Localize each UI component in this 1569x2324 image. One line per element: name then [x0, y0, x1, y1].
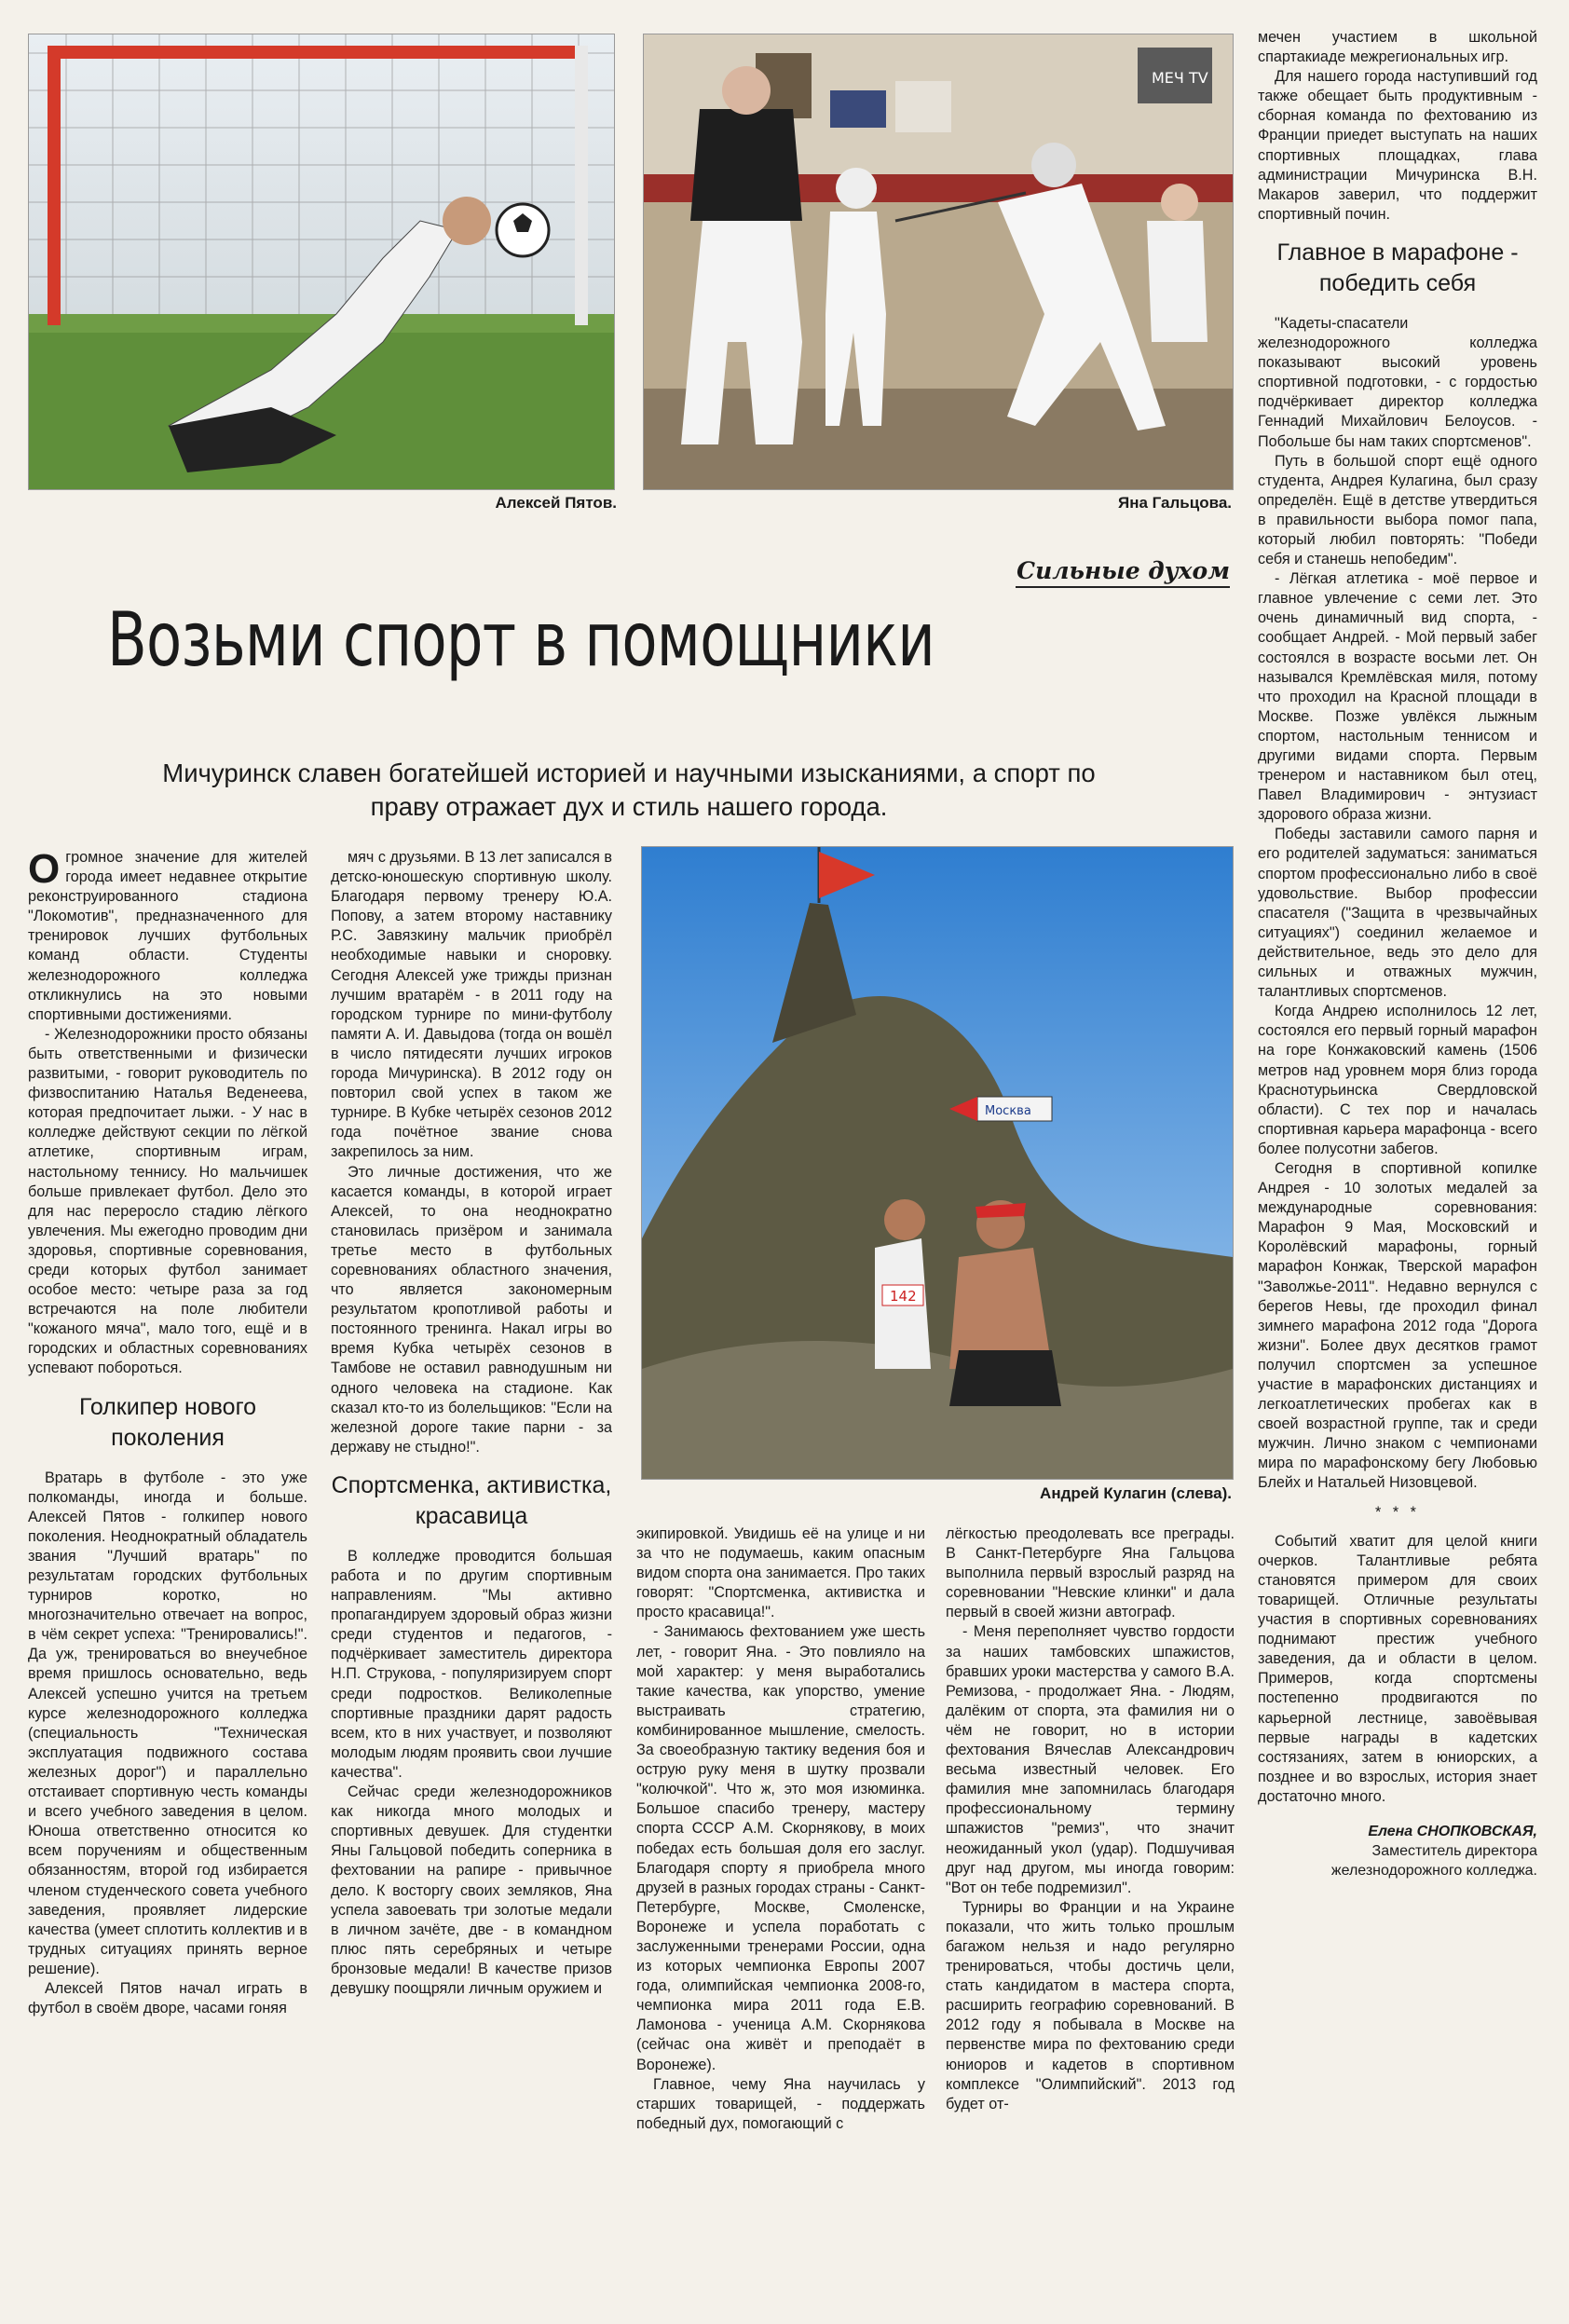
paragraph: - Железнодорожники просто обязаны быть ответственными и физически развитыми, - говорит руководитель по физвоспитанию Наталья Веденеева, которая предпочитает лыжи. - У нас в колледже действуют секции по лёгкой атлетике, спортивным играм, настольному теннису. Но мальчишек больше привлекает футбол. Дело это для нас переросло стадию лёгкого увлечения. Мы ежегодно проводим дни здоровья, спортивные соревнования, среди которых футбол занимает особое место: четыре раза за год встречаются на поле любители "кожаного мяча", мало того, ещё и в городских и областных соревнованиях успевают побороться.: [28, 1025, 307, 1377]
author-role: Заместитель директора железнодорожного колледжа.: [1330, 1842, 1537, 1879]
paragraph: мечен участием в школьной спартакиаде межрегиональных игр.: [1258, 29, 1537, 66]
goalkeeper-photo: [28, 34, 615, 490]
paragraph: Вратарь в футболе - это уже полкоманды, иногда и больше. Алексей Пятов - голкипер нового поколения. Неоднократный обладатель звания "Лучший вратарь" по результатам городских футбольных турниров коротко, но многозначительно отвечает на вопрос, в чём секрет успеха: "Тренировались!". Да уж, тренироваться во внеучебное время пришлось основательно, ведь Алексей успешно учится на третьем курсе железнодорожного колледжа (специальность "Техническая эксплуатация подвижного состава железных дорог") и параллельно отстаивает спортивную честь команды и всего учебного заведения в целом. Юноша ответственно относится ко всем поручениям и общественным обязанностям, второй год избирается членом студенческого совета учебного заведения, проявляет лидерские качества (умеет сплотить коллектив и в трудных ситуациях принять верное решение).: [28, 1469, 307, 1977]
paragraph: Победы заставили самого парня и его родителей задуматься: заниматься спортом профессионально либо в своё удовольствие. Выбор профессии спасателя ("Защита в чрезвычайных ситуациях") соединил желаемое и действительное, ведь это дело для сильных и отважных мужчин, талантливых спортсменов.: [1258, 826, 1537, 1001]
paragraph: - Занимаюсь фехтованием уже шесть лет, - говорит Яна. - Это повлияло на мой характер: у меня выработались такие качества, как упорство, умение выстраивать стратегию, комбинированное мышление, смелость. За своеобразную тактику ведения боя и острую руку меня в шутку прозвали "колючкой". Что ж, это моя изюминка. Большое спасибо тренеру, мастеру спорта СССР А.М. Скорнякову, в моих победах есть большая доля его заслуг. Благодаря спорту я приобрела много друзей в разных городах страны - Санкт-Петербурге, Москве, Смоленске, Воронеже и успела поработать с заслуженными тренерами России, одна из которых чемпионка Европы 2007 года, олимпийская чемпионка 2008-го, чемпионка мира 2011 года Е.В. Ламонова - ученица А.М. Скорнякова (сейчас она живёт и преподаёт в Воронеже).: [636, 1623, 925, 2073]
signpost-text: Москва: [985, 1104, 1031, 1118]
paragraph: Когда Андрею исполнилось 12 лет, состоялся его первый горный марафон на горе Конжаковский камень (1506 метров над уровнем моря близ города Краснотурьинска Свердловской области). С тех пор и началась спортивная карьера марафонца - всего более полусотни забегов.: [1258, 1003, 1537, 1157]
intro-paragraph: Огромное значение для жителей города имеет недавнее открытие реконструированного стадиона "Локомотив", предназначенного для тренировок лучших футбольных команд области. Студенты железнодорожного колледжа откликнулись на это новыми спортивными достижениями.: [28, 846, 307, 1023]
paragraph: Сейчас среди железнодорожников как никогда много молодых и спортивных девушек. Для студентки Яны Гальцовой победить соперника в фехтовании на рапире - привычное дело. К восторгу своих земляков, Яна успела завоевать три золотые медали в личном зачёте, две - в командном плюс пять серебряных и четыре бронзовые медали! В качестве призов девушку поощряли личным оружием и: [331, 1784, 612, 1997]
article-column-5: [1258, 28, 1537, 1880]
paragraph: - Лёгкая атлетика - моё первое и главное увлечение с семи лет. Это очень динамичный вид спорта, - сообщает Андрей. - Мой первый забег состоялся в возрасте восьми лет. Он назывался Кремлёвская миля, потому что проходил на Красной площади в Москве. Позже увлёкся лыжным спортом, настольным теннисом и другими видами спорта. Первым тренером и наставником был отец, Павел Владимирович - энтузиаст здорового образа жизни.: [1258, 570, 1537, 824]
section-rubric: Сильные духом: [1016, 557, 1230, 588]
paragraph: мяч с друзьями. В 13 лет записался в детско-юношескую спортивную школу. Благодаря первому тренеру Ю.А. Попову, а затем второму наставнику Р.С. Завязкину мальчик приобрёл необходимые навыки и сноровку. Сегодня Алексей уже трижды признан лучшим вратарём - в 2011 году на городском турнире по мини-футболу памяти А. И. Давыдова (тогда он вошёл в число пятидесяти лучших игроков города Мичуринска). В 2012 году он повторил свой успех в таком же турнире. В Кубке четырёх сезонов 2012 года почётное звание снова закрепилось за ним.: [331, 849, 612, 1161]
paragraph: - Меня переполняет чувство гордости за наших тамбовских шпажистов, бравших уроки мастерства у самого В.А. Ремизова, - продолжает Яна. - Людям, далёким от спорта, эта фамилия ни о чём не говорит, но в истории фехтования Вячеслав Александрович весьма известный человек. Его фамилия мне запомнилась благодаря профессиональному термину шпажистов "ремиз", что значит неожиданный укол (удар). Подшучивая друг над другом, мы иногда говорим: "Вот он тебе подремизил".: [946, 1623, 1235, 1896]
fencing-photo: [643, 34, 1234, 490]
poster-text: МЕЧ TV: [1152, 69, 1208, 87]
goalkeeper-caption: Алексей Пятов.: [495, 494, 617, 512]
article-column-3: [636, 1524, 925, 2134]
author-name: Елена СНОПКОВСКАЯ,: [1368, 1823, 1537, 1839]
paragraph: В колледже проводится большая работа и по другим спортивным направлениям. "Мы активно пропагандируем здоровый образ жизни среди студентов и педагогов, - подчёркивает заместитель директора Н.П. Струкова, - популяризируем спорт среди подростков. Великолепные спортивные праздники дарят радость всем, кто в них участвует, и позволяют молодым людям проявить свои лучшие качества".: [331, 1547, 612, 1781]
fencing-illustration: [644, 34, 1233, 489]
paragraph: экипировкой. Увидишь её на улице и ни за что не подумаешь, каким опасным видом спорта она занимается. Про таких говорят: "Спортсменка, активистка и просто красавица!".: [636, 1525, 925, 1621]
article-title: Возьми спорт в помощники: [107, 596, 935, 683]
paragraph: "Кадеты-спасатели железнодорожного колледжа показывают высокий уровень спортивной подготовки, - с гордостью подчёркивает директор колледжа Геннадий Михайлович Белоусов. - Побольше бы нам таких спортсменов".: [1258, 314, 1537, 450]
paragraph: Событий хватит для целой книги очерков. Талантливые ребята становятся примером для своих товарищей. Отличные результаты участия в спортивных соревнованиях поднимают престиж учебного заведения, да и области в целом. Примеров, когда спортсмены постепенно продвигаются по карьерной лестнице, завоёвывая первые награды в кадетских состязаниях, затем в юниорских, а позднее и во взрослых, история знает достаточно много.: [1258, 1532, 1537, 1805]
subheading-goalkeeper: Голкипер нового поколения: [78, 1393, 257, 1451]
paragraph: Это личные достижения, что же касается команды, в которой играет Алексей, то она неоднократно становилась призёром и занимала третье место в футбольных соревнованиях областного значения, что является закономерным результатом кропотливой работы и постоянного тренинга. Накал игры во время Кубка четырёх сезонов в Тамбове не оставил равнодушным ни одного человека на стадионе. Как сказал кто-то из болельщиков: "Если на железной дороге такие парни - за державу не стыдно!".: [331, 1163, 612, 1456]
section-divider-stars: * * *: [1375, 1503, 1420, 1521]
goalkeeper-illustration: [29, 34, 614, 489]
paragraph: Сегодня в спортивной копилке Андрея - 10 золотых медалей за международные соревнования: Марафон 9 Мая, Московский и Королёвский марафоны, горный марафон Конжак, Тверской марафон "Заволжье-2011". Недавно вернулся с берегов Невы, где проходил финал зимнего марафона 2012 года "Дорога жизни". Более двух десятков грамот получил спортсмен за успешное участие в марафонских дистанциях и легкоатлетических пробегах как в своей возрастной группе, так и среди мужчин. Лично знаком с чемпионами мира по марафонскому бегу Любовью Блейх и Натальей Низовцевой.: [1258, 1159, 1537, 1492]
fencing-caption: Яна Гальцова.: [1117, 494, 1232, 512]
paragraph: Турниры во Франции и на Украине показали, что жить только прошлым багажом нельзя и надо регулярно тренироваться, чтобы достичь цели, стать кандидатом в мастера спорта, расширить географию соревнований. В 2012 году я побывала в Москве на первенстве мира по фехтованию среди юниоров и кадетов в спортивном комплексе "Олимпийский". 2013 год будет от-: [946, 1898, 1235, 2112]
paragraph: Путь в большой спорт ещё одного студента, Андрея Кулагина, был сразу определён. Ещё в детстве утвердиться в правильности выбора помог папа, который любил повторять: "Победи себя и станешь непобедим".: [1258, 452, 1537, 568]
mountain-caption: Андрей Кулагин (слева).: [1040, 1484, 1232, 1502]
subheading-sportswoman: Спортсменка, активистка, красавица: [331, 1471, 612, 1529]
article-lead: Мичуринск славен богатейшей историей и научными изысканиями, а спорт по праву отражает дух и стиль нашего города.: [162, 759, 1096, 821]
mountain-photo: [641, 846, 1234, 1480]
article-column-2: [331, 848, 612, 1999]
subheading-marathon: Главное в марафоне - победить себя: [1276, 239, 1519, 296]
paragraph: Для нашего города наступивший год также обещает быть продуктивным - сборная команда по фехтованию из Франции приедет выступать на наших спортивных площадках, глава администрации Мичуринска В.Н. Макаров заверил, что поддержит спортивный почин.: [1258, 68, 1537, 223]
paragraph: лёгкостью преодолевать все преграды. В Санкт-Петербурге Яна Гальцова выполнила первый взрослый разряд на соревновании "Невские клинки" и дала первый в своей жизни автограф.: [946, 1525, 1235, 1621]
article-column-1: [28, 848, 307, 2018]
paragraph: Главное, чему Яна научилась у старших товарищей, - поддержать победный дух, помогающий с: [636, 2075, 925, 2132]
drop-cap: О: [28, 846, 61, 892]
article-column-4: [946, 1524, 1235, 2114]
mountain-illustration: [642, 847, 1233, 1479]
bib-number: 142: [890, 1288, 917, 1305]
paragraph: Алексей Пятов начал играть в футбол в своём дворе, часами гоняя: [28, 1979, 307, 2017]
